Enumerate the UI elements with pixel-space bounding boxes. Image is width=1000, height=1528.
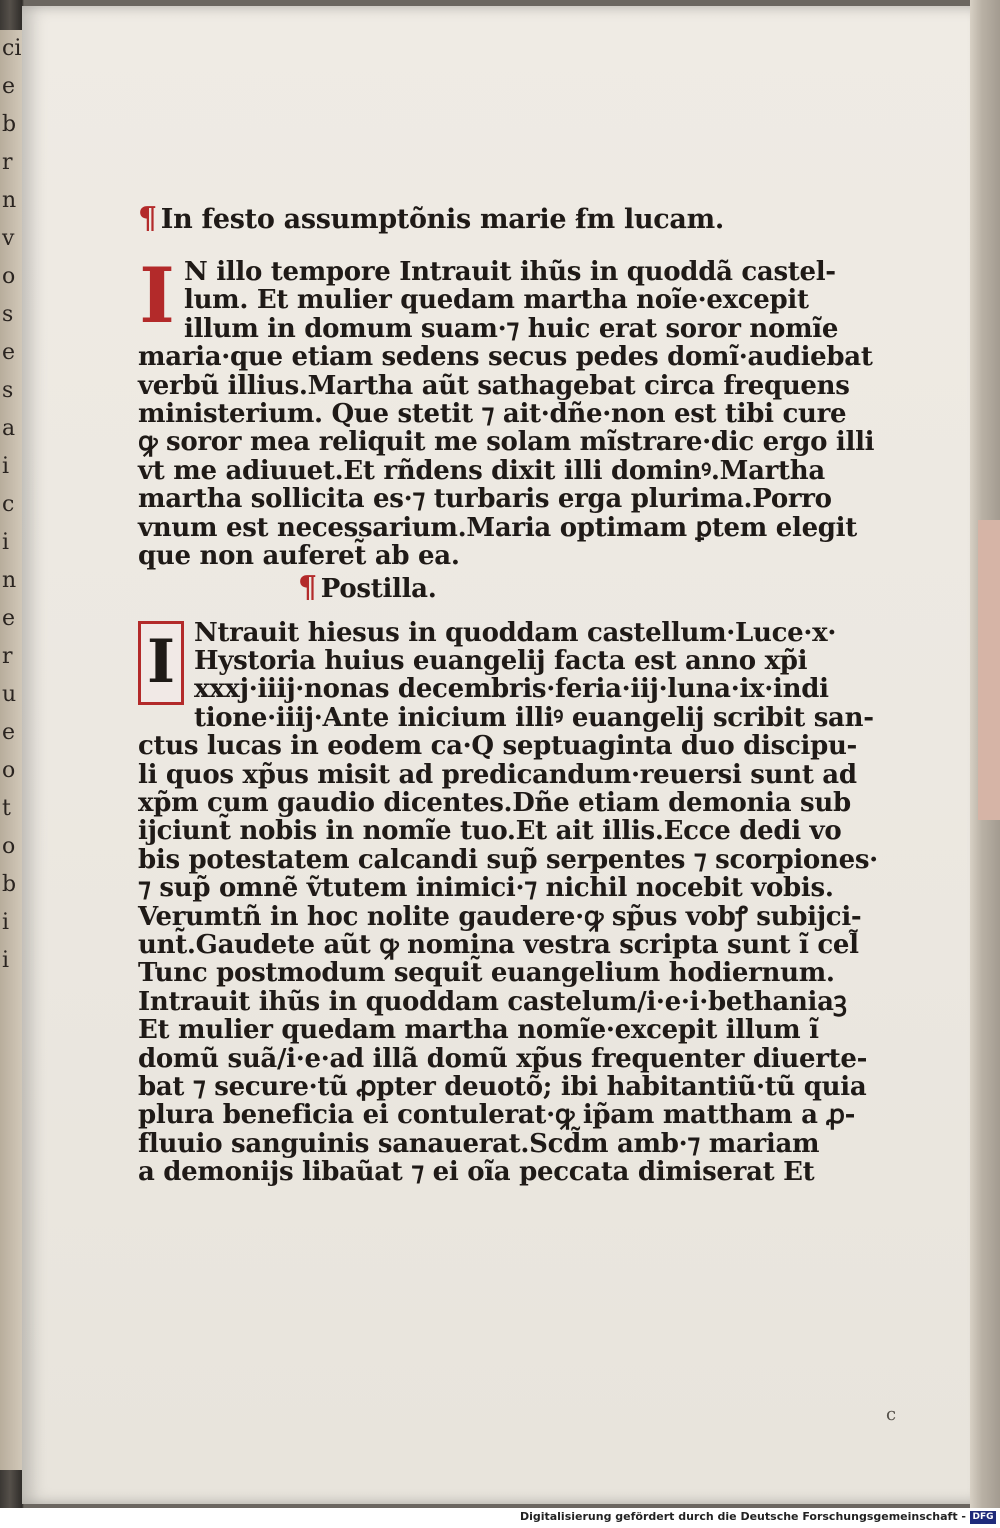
facing-page-letter: e [2,340,16,365]
facing-page-letter: u [2,682,17,707]
commentary-line: Tunc postmodum sequit̃ euangelium hodiernum. [138,958,835,989]
facing-page-letter: o [2,264,16,289]
facing-page-letter: s [2,378,14,403]
commentary-line: ⁊ sup̃ omnẽ ṽtutem inimici·⁊ nichil nocebit vobis. [138,873,834,904]
rubric-heading: ¶ In festo assumptõnis marie ẜm lucam. [138,201,724,236]
facing-page-letter: ci [2,36,22,61]
gospel-line: maria·que etiam sedens secus pedes domĩ·audiebat [138,342,873,373]
page-text-block [138,198,878,1188]
commentary-line: bis potestatem calcandi sup̃ serpentes ⁊ scorpiones· [138,844,878,875]
gospel-line: verbũ illius.Martha aũt sathagebat circa frequens [138,370,850,401]
commentary-line: bat ⁊ secure·tũ ꝓpter deuotõ; ibi habitantiũ·tũ quia [138,1071,867,1102]
facing-page-letter: r [2,150,13,175]
gospel-line: martha sollicita es·⁊ turbaris erga plurima.Porro [138,484,832,515]
pilcrow-icon: ¶ [138,201,157,236]
facing-page-letter: o [2,758,16,783]
commentary-line: li quos xp̃us misit ad predicandum·reuersi sunt ad [138,759,857,790]
facing-page-letter: b [2,872,17,897]
commentary-initial: I [138,621,184,705]
gospel-line: lum. Et mulier quedam martha noĩe·excepit [184,285,809,316]
commentary-line: Intrauit ihũs in quoddam castelum/i·e·i·bethaniaꝫ [138,986,847,1017]
footer-bar [0,1508,1000,1528]
facing-page-letter: n [2,188,17,213]
commentary-line: domũ suã/i·e·ad illã domũ xp̃us frequenter diuerte- [138,1043,868,1074]
commentary-line: Et mulier quedam martha nomĩe·excepit illum ĩ [138,1015,819,1046]
commentary-line: plura beneficia ei contulerat·ꝙ ip̃am mattham a ꝓ- [138,1100,856,1131]
gospel-line: N illo tempore Intrauit ihũs in quoddã castel- [184,257,836,287]
facing-page-letter: s [2,302,14,327]
gospel-initial: I [139,251,175,340]
facing-page-letter: r [2,644,13,669]
commentary-line: tione·iiij·Ante inicium illiꝰ euangelij scribit san- [194,702,874,733]
gospel-paragraph [138,251,875,571]
facing-page-letter: e [2,720,16,745]
facing-page-letter: c [2,492,15,517]
postilla-heading: ¶ Postilla. [298,570,437,606]
commentary-line: a demonijs libaũat ⁊ ei oĩa peccata dimiserat Et [138,1157,815,1188]
facing-page-letter: i [2,948,10,973]
facing-page-letter: o [2,834,16,859]
gospel-line: vnum est necessarium.Maria optimam ꝑtem elegit [138,512,857,543]
facing-page-letter: b [2,112,17,137]
gospel-line: illum in domum suam·⁊ huic erat soror nomĩe [184,313,839,344]
commentary-line: xxxj·iiij·nonas decembris·feria·iij·luna·ix·indi [194,674,829,705]
signature-mark: c [886,1404,897,1425]
facing-page-letter: n [2,568,17,593]
gospel-line: ministerium. Que stetit ⁊ ait·dñe·non est tibi cure [138,398,847,429]
facing-page-letter: t [2,796,11,821]
commentary-line: fluuio sanguinis sanauerat.Scd̃m amb·⁊ mariam [138,1128,820,1159]
commentary-line: xp̃m cum gaudio dicentes.Dñe etiam demonia sub [138,788,851,819]
facing-page-letter: a [2,416,16,441]
commentary-line: unt̃.Gaudete aũt ꝙ nomina vestra scripta sunt ĩ cel̃ [138,929,859,960]
facing-page-letter: e [2,606,16,631]
footer-credit: Digitalisierung gefördert durch die Deutsche Forschungsgemeinschaft - [519,1510,966,1523]
facing-page-letter: e [2,74,16,99]
facing-page-letter: i [2,530,10,555]
pink-paper-tab [978,520,1000,820]
dfg-logo: DFG [970,1511,996,1524]
commentary-line: Verumtñ in hoc nolite gaudere·ꝙ sp̃us vobꝭ subijci- [138,901,862,932]
commentary-line: ctus lucas in eodem ca·Q septuaginta duo discipu- [138,731,858,762]
facing-page-letter: i [2,454,10,479]
pilcrow-icon: ¶ [298,570,317,606]
gospel-line: que non auferet̃ ab ea. [138,540,460,571]
commentary-paragraph [138,617,878,1188]
commentary-line: Hystoria huius euangelij facta est anno xp̃i [194,646,808,677]
commentary-line: ijciunt̃ nobis in nomĩe tuo.Et ait illis.Ecce dedi vo [138,816,842,847]
commentary-line: Ntrauit hiesus in quoddam castellum·Luce·x· [194,617,837,648]
gospel-line: ꝙ soror mea reliquit me solam mĩstrare·dic ergo illi [138,427,875,458]
facing-page-letter: v [2,226,15,251]
gospel-line: vt me adiuuet.Et rñdens dixit illi dominꝰ.Martha [138,455,825,486]
facing-page-letter: i [2,910,10,935]
